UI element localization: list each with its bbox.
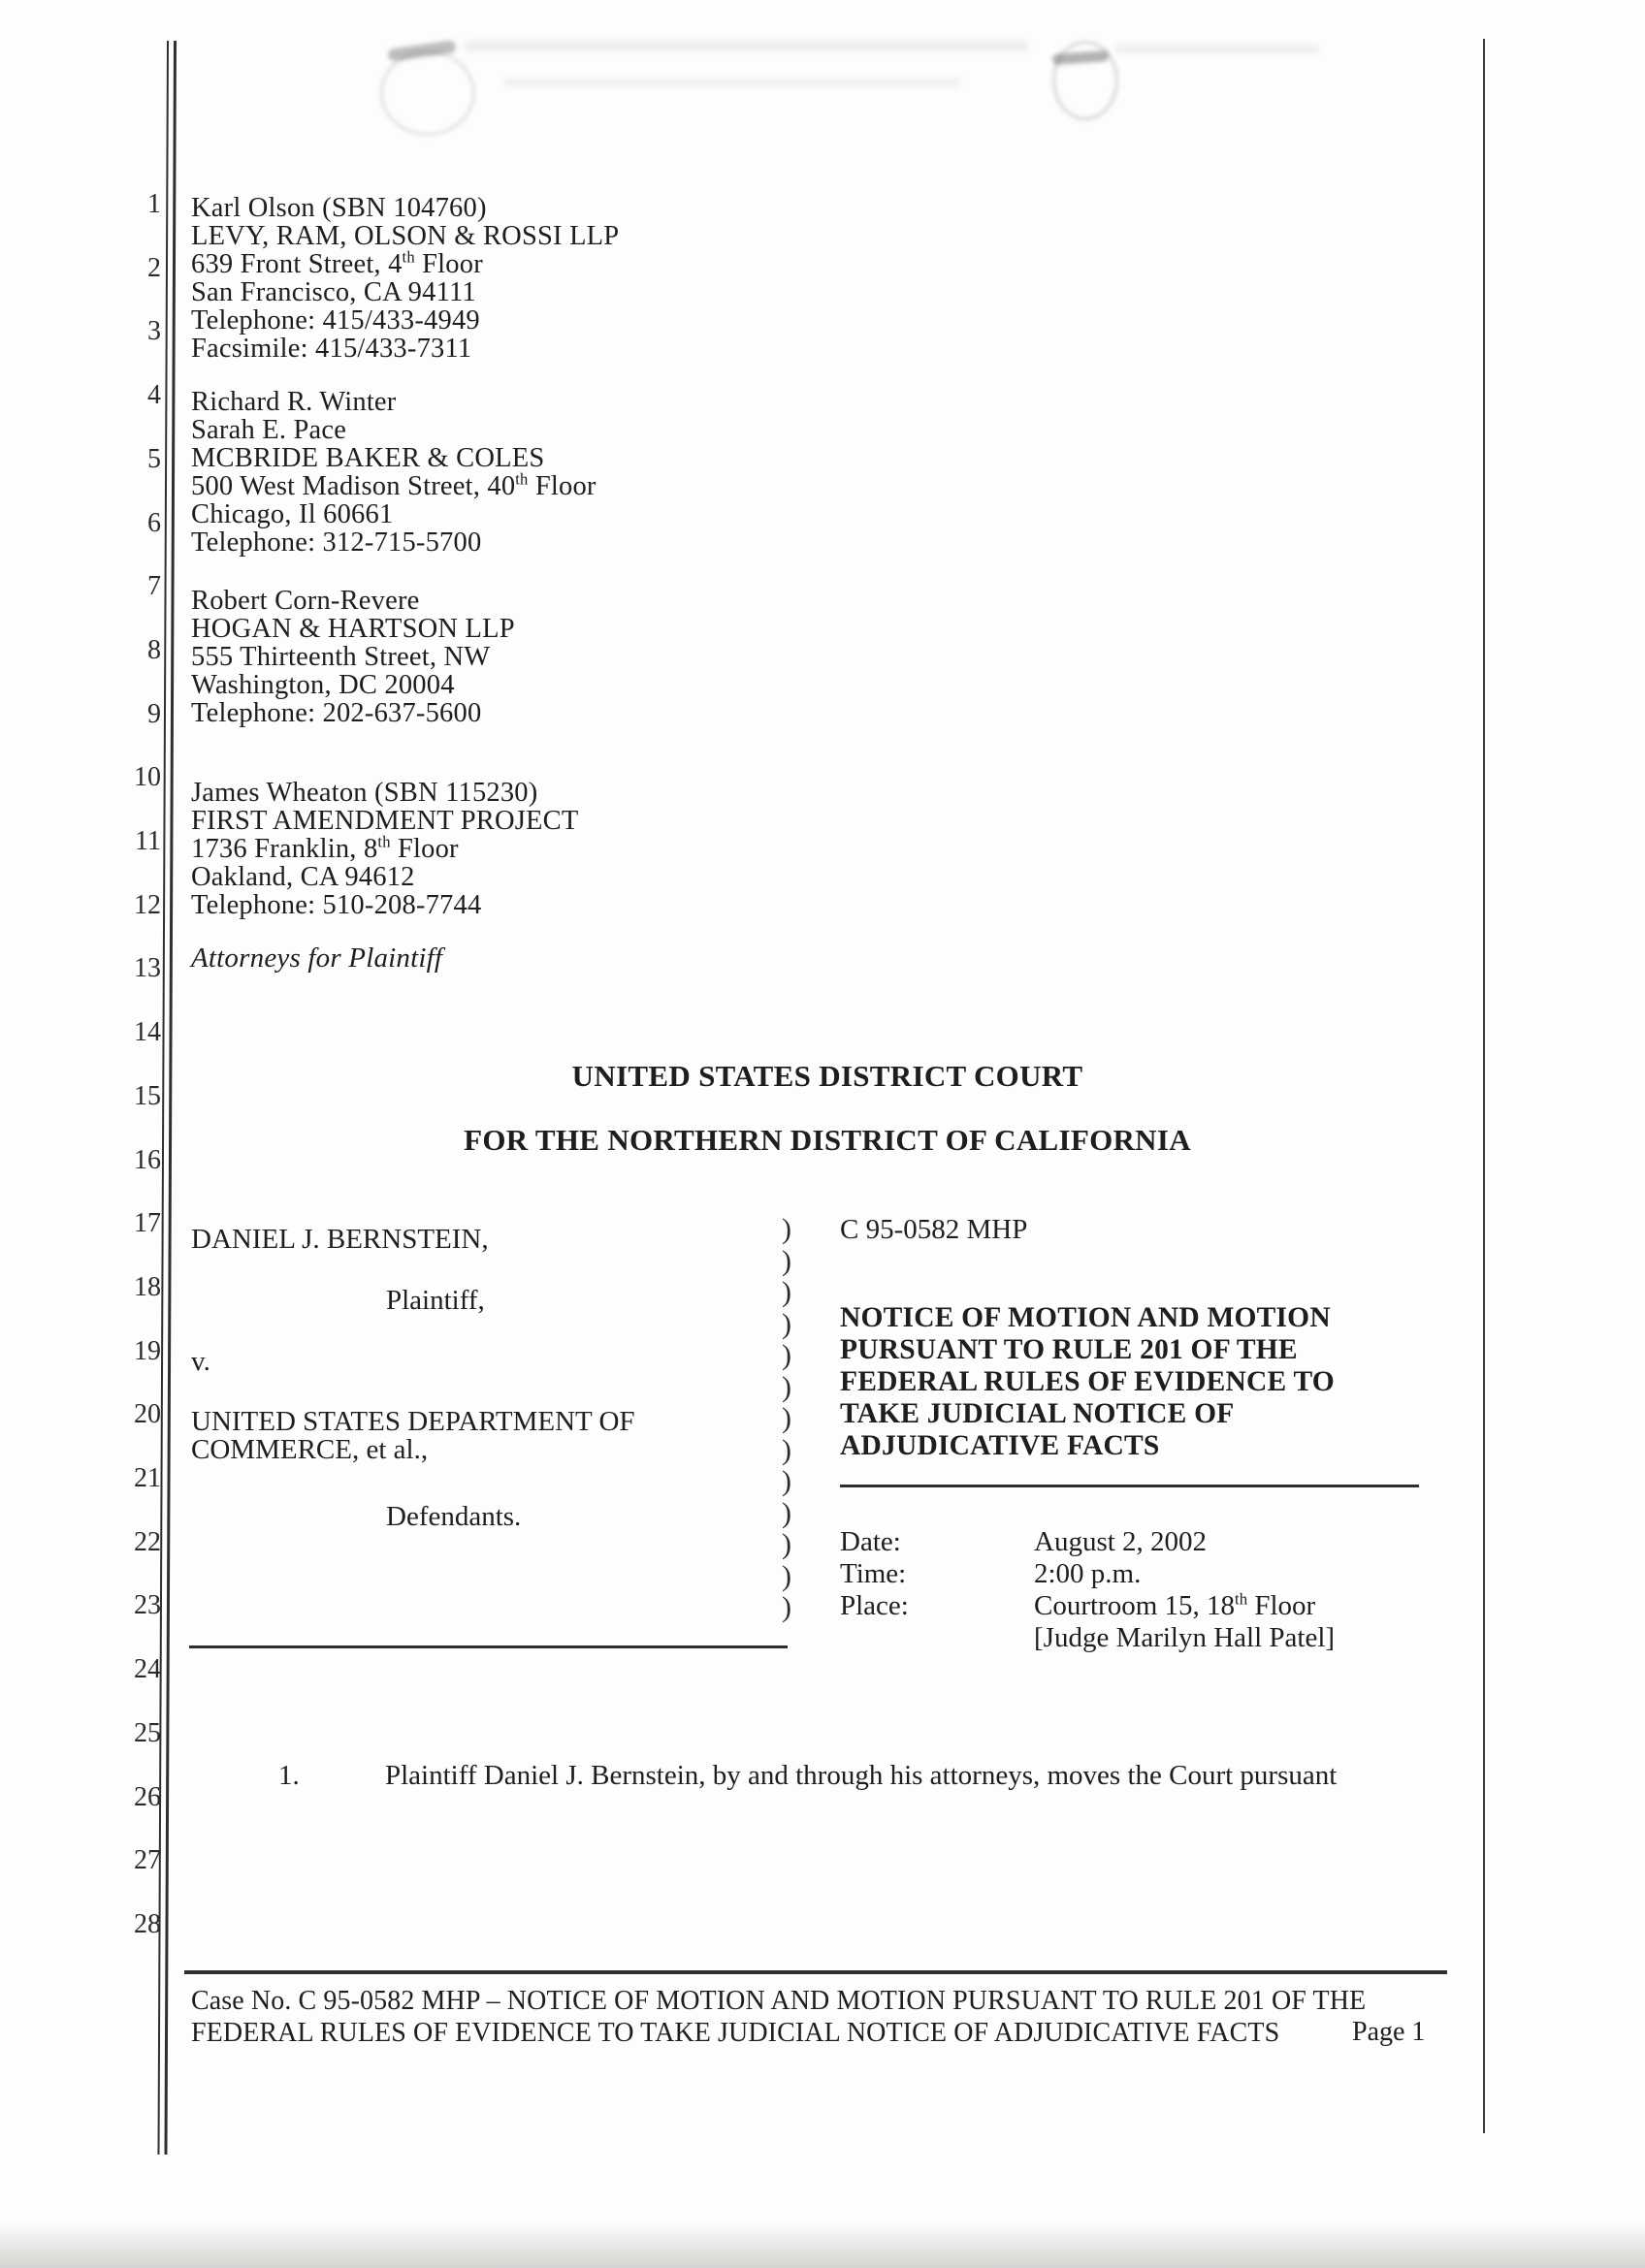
schedule-label: Place:	[840, 1590, 909, 1621]
caption-divider-glyph: )	[782, 1370, 791, 1403]
line-number: 9	[147, 698, 161, 729]
line-number: 20	[134, 1399, 161, 1430]
caption-divider-glyph: )	[782, 1339, 791, 1371]
line-number: 10	[134, 762, 161, 793]
attorney-line: Telephone: 202-637-5600	[191, 698, 482, 728]
line-number: 19	[134, 1335, 161, 1366]
schedule-label: Time:	[840, 1558, 907, 1589]
caption-divider-glyph: )	[782, 1402, 791, 1434]
footer-text	[191, 1985, 1384, 2049]
scan-streak	[504, 78, 960, 87]
attorney-line: 1736 Franklin, 8th Floor	[191, 832, 459, 864]
line-number: 26	[134, 1781, 161, 1812]
line-number: 16	[134, 1144, 161, 1175]
line-number: 18	[134, 1271, 161, 1302]
schedule-value: Courtroom 15, 18th Floor	[1034, 1589, 1316, 1621]
line-number: 24	[134, 1654, 161, 1685]
line-number: 22	[134, 1526, 161, 1557]
line-number: 14	[134, 1017, 161, 1048]
attorney-line: San Francisco, CA 94111	[191, 277, 476, 307]
caption-divider-glyph: )	[782, 1559, 791, 1592]
schedule-row	[840, 1590, 1461, 1622]
line-number: 7	[147, 571, 161, 602]
motion-title-line: PURSUANT TO RULE 201 OF THE	[840, 1334, 1298, 1365]
caption-defendant-line2: COMMERCE, et al.,	[191, 1434, 429, 1465]
motion-title-line: TAKE JUDICIAL NOTICE OF	[840, 1398, 1235, 1429]
line-number: 2	[147, 252, 161, 283]
line-number: 17	[134, 1208, 161, 1239]
caption-defendant-line1: UNITED STATES DEPARTMENT OF	[191, 1406, 635, 1437]
caption-bottom-rule	[189, 1645, 788, 1648]
attorney-line: Robert Corn-Revere	[191, 586, 420, 616]
paragraph-text: Plaintiff Daniel J. Bernstein, by and through his attorneys, moves the Court pursuant	[385, 1760, 1338, 1791]
footer-line1: Case No. C 95-0582 MHP – NOTICE OF MOTION AND MOTION PURSUANT TO RULE 201 OF THE	[191, 1986, 1367, 2016]
line-number: 3	[147, 316, 161, 347]
attorney-block	[191, 194, 928, 363]
line-number: 8	[147, 634, 161, 665]
scan-smudge-ring-left	[380, 50, 475, 136]
caption-divider-glyph: )	[782, 1528, 791, 1560]
attorney-line: James Wheaton (SBN 115230)	[191, 778, 538, 808]
body-paragraph	[278, 1761, 1481, 1790]
bottom-scan-shadow	[0, 2221, 1645, 2268]
attorney-line: MCBRIDE BAKER & COLES	[191, 443, 545, 473]
caption-divider-glyph: )	[782, 1433, 791, 1466]
line-number: 4	[147, 380, 161, 411]
attorney-block	[191, 587, 928, 727]
line-number: 13	[134, 953, 161, 984]
caption-divider-glyph: )	[782, 1496, 791, 1529]
schedule-row	[840, 1526, 1461, 1558]
hearing-schedule	[840, 1526, 1461, 1654]
schedule-value: [Judge Marilyn Hall Patel]	[1034, 1622, 1336, 1653]
attorneys-for-plaintiff-note: Attorneys for Plaintiff	[191, 942, 443, 974]
line-number: 21	[134, 1463, 161, 1493]
scan-smudge-dash-left	[387, 40, 456, 62]
scan-smudge-ring-right	[1052, 41, 1118, 120]
motion-title-line: ADJUDICATIVE FACTS	[840, 1430, 1160, 1461]
schedule-row	[840, 1622, 1461, 1654]
caption-plaintiff-role: Plaintiff,	[386, 1285, 485, 1316]
motion-title-underline	[840, 1485, 1419, 1487]
caption-divider-glyph: )	[782, 1276, 791, 1308]
scan-smudge-dash-right	[1052, 50, 1110, 65]
attorney-line: Telephone: 312-715-5700	[191, 527, 482, 558]
case-number: C 95-0582 MHP	[840, 1214, 1028, 1245]
motion-title-line: NOTICE OF MOTION AND MOTION	[840, 1302, 1331, 1333]
attorney-block	[191, 779, 928, 919]
court-district: FOR THE NORTHERN DISTRICT OF CALIFORNIA	[464, 1123, 1191, 1157]
page-number: Page 1	[1352, 2017, 1426, 2047]
attorney-line: Sarah E. Pace	[191, 415, 347, 445]
court-name: UNITED STATES DISTRICT COURT	[571, 1059, 1083, 1093]
attorney-line: Richard R. Winter	[191, 387, 397, 417]
attorney-line: Oakland, CA 94612	[191, 862, 415, 892]
attorney-line: LEVY, RAM, OLSON & ROSSI LLP	[191, 221, 620, 251]
attorney-block	[191, 388, 928, 557]
schedule-row	[840, 1558, 1461, 1590]
caption-divider-glyph: )	[782, 1244, 791, 1277]
line-number: 12	[134, 889, 161, 920]
motion-title	[840, 1302, 1461, 1462]
line-number: 15	[134, 1080, 161, 1111]
caption-versus: v.	[191, 1346, 210, 1377]
caption-defendant-role: Defendants.	[386, 1501, 522, 1532]
attorney-blocks	[191, 194, 928, 973]
right-margin-rule	[1483, 39, 1485, 2133]
line-number: 27	[134, 1845, 161, 1876]
line-number: 23	[134, 1590, 161, 1621]
attorney-line: HOGAN & HARTSON LLP	[191, 614, 515, 644]
paragraph-number: 1.	[278, 1760, 300, 1791]
motion-title-line: FEDERAL RULES OF EVIDENCE TO	[840, 1366, 1335, 1397]
line-number: 6	[147, 507, 161, 538]
schedule-value: August 2, 2002	[1034, 1526, 1208, 1557]
schedule-label	[840, 1622, 1034, 1654]
attorney-line: FIRST AMENDMENT PROJECT	[191, 806, 579, 836]
attorney-line: Facsimile: 415/433-7311	[191, 334, 472, 364]
caption-divider-parens	[782, 1214, 791, 1624]
line-number: 5	[147, 443, 161, 474]
attorney-line: Karl Olson (SBN 104760)	[191, 193, 487, 223]
schedule-value: 2:00 p.m.	[1034, 1558, 1142, 1589]
line-number: 11	[135, 826, 161, 856]
attorney-line: 639 Front Street, 4th Floor	[191, 247, 483, 279]
scan-streak	[1115, 45, 1319, 53]
attorney-line: Chicago, Il 60661	[191, 499, 394, 529]
attorney-line: 500 West Madison Street, 40th Floor	[191, 469, 597, 501]
caption-plaintiff-name: DANIEL J. BERNSTEIN,	[191, 1224, 489, 1255]
line-number: 1	[147, 189, 161, 219]
footer-rule	[184, 1970, 1447, 1974]
line-number: 25	[134, 1717, 161, 1748]
schedule-label: Date:	[840, 1526, 901, 1557]
caption-divider-glyph: )	[782, 1213, 791, 1245]
attorney-line: Telephone: 415/433-4949	[191, 305, 480, 335]
attorney-line: 555 Thirteenth Street, NW	[191, 642, 491, 672]
attorney-line: Telephone: 510-208-7744	[191, 890, 482, 920]
footer-line2: FEDERAL RULES OF EVIDENCE TO TAKE JUDICIAL NOTICE OF ADJUDICATIVE FACTS	[191, 2018, 1280, 2048]
scan-streak	[466, 41, 1028, 51]
caption-divider-glyph: )	[782, 1307, 791, 1340]
caption-divider-glyph: )	[782, 1591, 791, 1623]
attorney-line: Washington, DC 20004	[191, 670, 455, 700]
caption-divider-glyph: )	[782, 1465, 791, 1497]
line-number: 28	[134, 1908, 161, 1939]
